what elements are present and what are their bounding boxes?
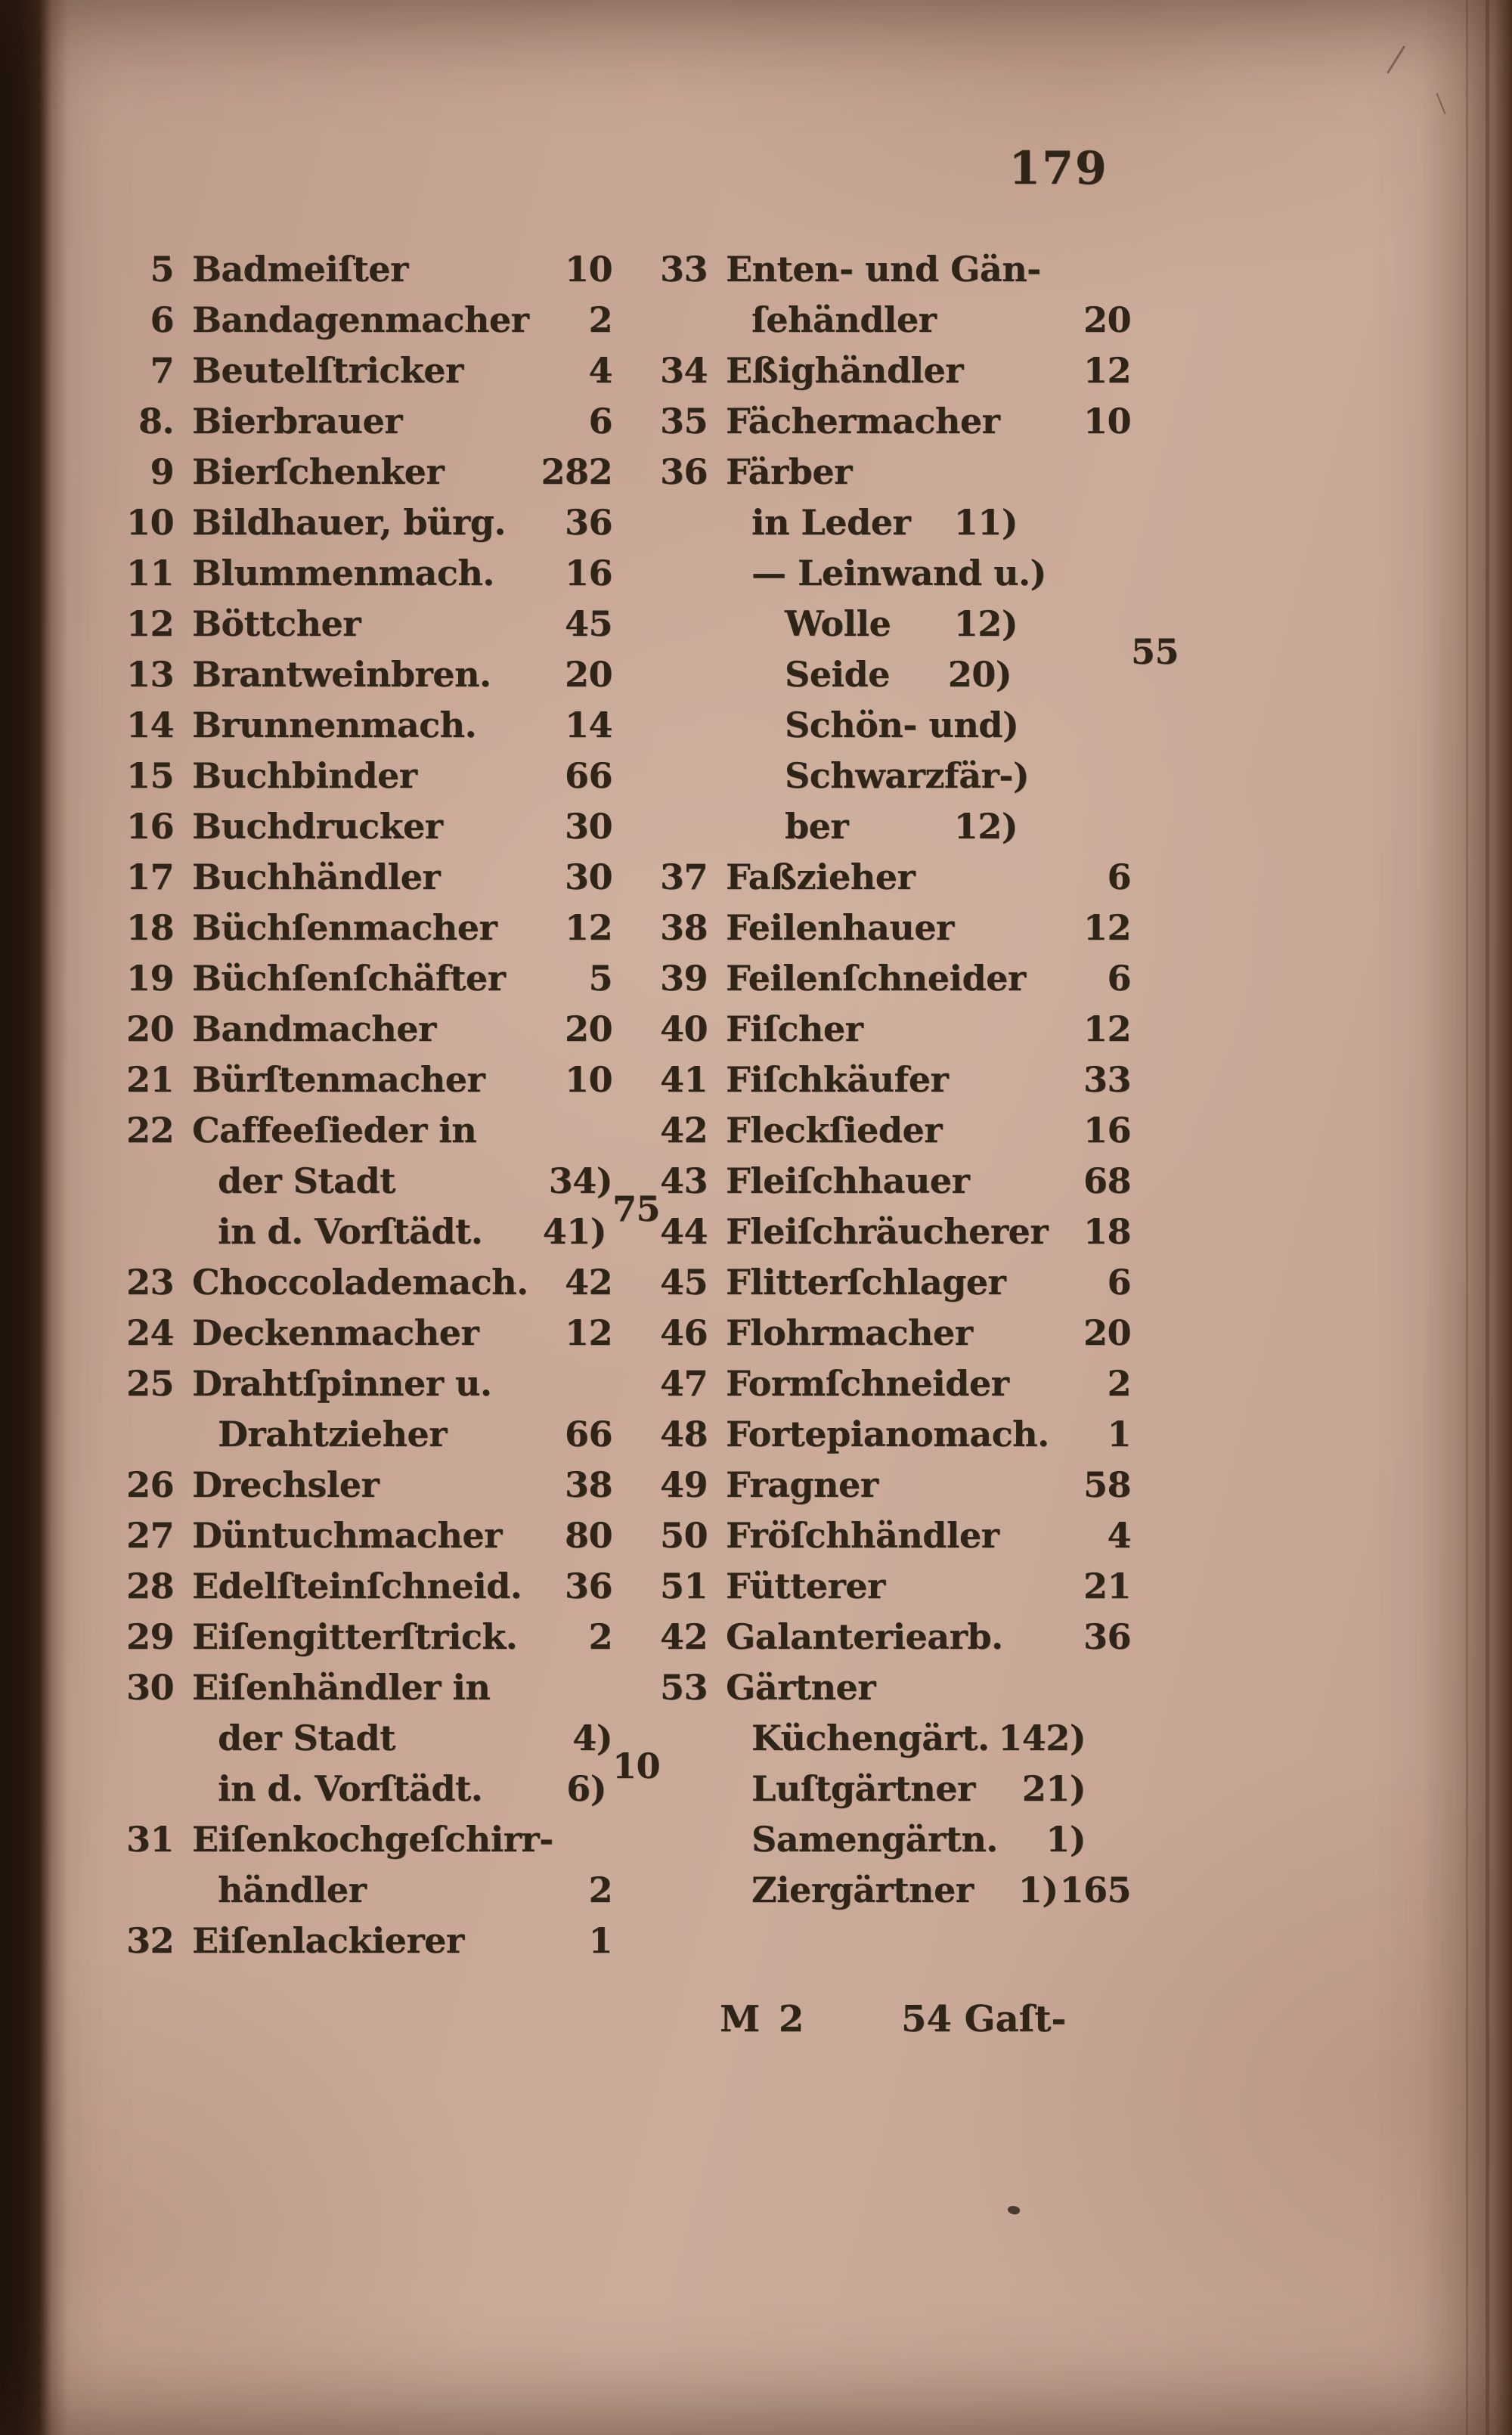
item-count: 21 (1083, 1566, 1131, 1606)
item-number: 42 (659, 1616, 708, 1657)
item-count: 10 (564, 1059, 612, 1100)
item-count: 6 (588, 401, 612, 441)
list-item (113, 1510, 612, 1561)
item-count: 20 (564, 654, 612, 695)
list-item (647, 751, 1131, 801)
list-item (113, 1004, 612, 1055)
item-count: 36 (564, 502, 612, 543)
item-label: Fiſcher (726, 1008, 863, 1049)
page-edge-line (1486, 0, 1489, 2435)
item-number: 45 (659, 1262, 708, 1303)
list-item (113, 599, 612, 649)
item-number: 11 (125, 553, 174, 593)
list-item (113, 1612, 612, 1662)
item-label: Deckenmacher (192, 1312, 479, 1353)
item-label: Eiſenhändler in (192, 1667, 491, 1708)
item-number: 46 (659, 1312, 708, 1353)
list-item (113, 852, 612, 903)
item-label: Drechsler (192, 1464, 380, 1505)
list-item (647, 345, 1131, 396)
item-count: ) (1030, 553, 1046, 593)
list-item (647, 244, 1131, 295)
item-count: 142) (998, 1718, 1086, 1758)
item-label: Brantweinbren. (192, 654, 491, 695)
list-item (647, 1156, 1131, 1207)
item-label: Bierſchenker (192, 451, 445, 492)
list-item (647, 1207, 1131, 1257)
item-label: Feilenſchneider (726, 958, 1026, 999)
list-item (113, 396, 612, 447)
item-number: 18 (125, 907, 174, 948)
item-label: in d. Vorſtädt. (218, 1211, 483, 1252)
item-label: Flohrmacher (726, 1312, 973, 1353)
item-count: 1 (588, 1920, 612, 1961)
item-label: Caffeeſieder in (192, 1110, 477, 1151)
item-number: 13 (125, 654, 174, 695)
item-count: 6 (1107, 1262, 1131, 1303)
list-item (647, 631, 1179, 700)
list-item (113, 447, 612, 497)
list-item (113, 1055, 612, 1105)
item-label: Küchengärt. (751, 1718, 990, 1758)
item-count: 34) (548, 1160, 612, 1201)
list-item (113, 1916, 612, 1966)
item-count: 36 (1083, 1616, 1131, 1657)
item-count: 12 (1083, 907, 1131, 948)
list-item (647, 1358, 1131, 1409)
group-sum: 165 (1059, 1870, 1131, 1910)
item-number: 31 (125, 1819, 174, 1860)
item-count: 14 (564, 705, 612, 745)
item-label: Fröſchhändler (726, 1515, 999, 1556)
item-count: 5 (588, 958, 612, 999)
item-label: Fleckſieder (726, 1110, 942, 1151)
item-label: Galanteriearb. (726, 1616, 1003, 1657)
item-label: Bierbrauer (192, 401, 403, 441)
item-number: 39 (659, 958, 708, 999)
list-item (647, 1409, 1131, 1460)
margin-scratch (1387, 45, 1405, 73)
item-label: der Stadt (218, 1718, 395, 1758)
item-count: 11) (953, 502, 1018, 543)
item-number: 48 (659, 1414, 708, 1454)
item-count: 1) (1018, 1870, 1058, 1910)
item-number: 35 (659, 401, 708, 441)
ink-speck (1007, 2204, 1021, 2216)
item-count: 20 (564, 1008, 612, 1049)
item-label: Wolle (785, 603, 891, 644)
list-item (113, 700, 612, 751)
list-item (113, 295, 612, 345)
item-number: 32 (125, 1920, 174, 1961)
item-count: 6 (1107, 857, 1131, 897)
item-label: händler (218, 1870, 367, 1910)
list-item (113, 244, 612, 295)
item-count: 12 (564, 907, 612, 948)
list-item (113, 903, 612, 953)
item-count: 20 (1083, 299, 1131, 340)
page-edge-line (1466, 0, 1468, 2435)
trade-list-right-column (647, 244, 1179, 1916)
item-label: Drahtſpinner u. (192, 1363, 492, 1404)
list-item (113, 1561, 612, 1612)
list-item (647, 1612, 1131, 1662)
item-number: 30 (125, 1667, 174, 1708)
item-count: ) (1002, 705, 1019, 745)
item-number: 7 (150, 350, 174, 391)
list-item (647, 1308, 1131, 1358)
item-label: Färber (726, 451, 852, 492)
list-item (647, 953, 1131, 1004)
list-item (113, 1713, 612, 1764)
item-label: Edelſteinſchneid. (192, 1566, 522, 1606)
list-item (113, 1409, 612, 1460)
item-label: der Stadt (218, 1160, 395, 1201)
list-item (113, 1814, 612, 1865)
item-count: 58 (1083, 1464, 1131, 1505)
item-label: Büchſenmacher (192, 907, 497, 948)
item-number: 19 (125, 958, 174, 999)
list-item (113, 1105, 612, 1156)
item-label: Fächermacher (726, 401, 1000, 441)
list-item (647, 1561, 1131, 1612)
list-item (113, 1358, 612, 1409)
item-label: — Leinwand u. (751, 553, 1030, 593)
page-footer (0, 1994, 1512, 2047)
item-number: 44 (659, 1211, 708, 1252)
item-count: 6) (566, 1768, 606, 1809)
item-label: ſehändler (751, 299, 937, 340)
item-number: 8. (138, 401, 174, 441)
catchword: 54 Gaſt- (901, 1998, 1067, 2040)
item-number: 33 (659, 249, 708, 290)
item-label: Eßighändler (726, 350, 963, 391)
item-number: 37 (659, 857, 708, 897)
item-label: Bandmacher (192, 1008, 436, 1049)
list-item (647, 447, 1131, 497)
list-item (647, 1713, 1131, 1764)
list-item (113, 1308, 612, 1358)
item-label: in Leder (751, 502, 911, 543)
list-item (647, 295, 1131, 345)
list-item (647, 903, 1131, 953)
item-number: 28 (125, 1566, 174, 1606)
item-count: 36 (564, 1566, 612, 1606)
item-count: 282 (541, 451, 612, 492)
group-sum: 55 (1131, 631, 1179, 672)
item-number: 26 (125, 1464, 174, 1505)
item-label: Luſtgärtner (751, 1768, 975, 1809)
item-label: Schön- und (785, 705, 1002, 745)
item-label: Buchbinder (192, 755, 417, 796)
group-sum: 10 (612, 1746, 661, 1786)
item-label: ber (785, 806, 849, 847)
item-label: Flitterſchlager (726, 1262, 1006, 1303)
item-label: Bandagenmacher (192, 299, 529, 340)
list-item (647, 1764, 1131, 1814)
list-item (113, 548, 612, 599)
item-count: 2 (588, 1616, 612, 1657)
item-count: 2 (1107, 1363, 1131, 1404)
item-count: 12 (1083, 350, 1131, 391)
list-item (647, 548, 1131, 599)
list-item (647, 852, 1131, 903)
item-count: 1 (1107, 1414, 1131, 1454)
list-item (113, 1460, 612, 1510)
item-count: 20) (947, 654, 1012, 695)
item-label: Ziergärtner (751, 1870, 974, 1910)
item-label: Fiſchkäufer (726, 1059, 949, 1100)
item-count: 66 (564, 1414, 612, 1454)
item-count: 33 (1083, 1059, 1131, 1100)
item-count: 16 (1083, 1110, 1131, 1151)
item-count: 68 (1083, 1160, 1131, 1201)
item-label: Formſchneider (726, 1363, 1009, 1404)
item-label: Gärtner (726, 1667, 876, 1708)
item-label: Badmeiſter (192, 249, 408, 290)
item-number: 22 (125, 1110, 174, 1151)
list-item (647, 497, 1131, 548)
item-count: 30 (564, 857, 612, 897)
item-number: 36 (659, 451, 708, 492)
item-count: 20 (1083, 1312, 1131, 1353)
item-number: 34 (659, 350, 708, 391)
item-count: 4) (572, 1718, 612, 1758)
item-label: Seide (785, 654, 890, 695)
item-label: Düntuchmacher (192, 1515, 502, 1556)
item-count: 45 (564, 603, 612, 644)
item-number: 47 (659, 1363, 708, 1404)
list-item (647, 1814, 1131, 1865)
item-number: 27 (125, 1515, 174, 1556)
list-item (647, 1662, 1131, 1713)
item-label: Fragner (726, 1464, 878, 1505)
item-label: Faßzieher (726, 857, 916, 897)
item-label: Choccolademach. (192, 1262, 528, 1303)
item-label: Fütterer (726, 1566, 885, 1606)
item-label: Beutelſtricker (192, 350, 463, 391)
item-count: 12 (1083, 1008, 1131, 1049)
group-sum: 75 (612, 1188, 661, 1229)
item-number: 40 (659, 1008, 708, 1049)
item-label: Buchhändler (192, 857, 441, 897)
list-item (647, 1105, 1131, 1156)
item-number: 42 (659, 1110, 708, 1151)
item-label: Fortepianomach. (726, 1414, 1049, 1454)
list-item (113, 1156, 612, 1207)
item-number: 51 (659, 1566, 708, 1606)
item-count: 6 (1107, 958, 1131, 999)
item-label: Brunnenmach. (192, 705, 477, 745)
item-label: Samengärtn. (751, 1819, 998, 1860)
item-count: ) (1012, 755, 1030, 796)
item-label: Eiſenkochgeſchirr- (192, 1819, 553, 1860)
list-item (647, 700, 1131, 751)
item-count: 66 (564, 755, 612, 796)
item-number: 14 (125, 705, 174, 745)
list-item (647, 1460, 1131, 1510)
item-count: 12) (953, 806, 1018, 847)
item-count: 12) (953, 603, 1018, 644)
item-label: Drahtzieher (218, 1414, 447, 1454)
item-number: 15 (125, 755, 174, 796)
item-count: 12 (564, 1312, 612, 1353)
item-count: 80 (564, 1515, 612, 1556)
item-number: 6 (150, 299, 174, 340)
list-item (113, 345, 612, 396)
item-count: 42 (564, 1262, 612, 1303)
margin-scratch (1436, 93, 1445, 115)
item-label: Bürſtenmacher (192, 1059, 485, 1100)
item-count: 2 (588, 1870, 612, 1910)
list-item (647, 1055, 1131, 1105)
trade-list-left-column (113, 244, 661, 1966)
item-label: Enten- und Gän- (726, 249, 1041, 290)
item-number: 9 (150, 451, 174, 492)
item-number: 29 (125, 1616, 174, 1657)
item-number: 38 (659, 907, 708, 948)
item-label: Eiſenlackierer (192, 1920, 464, 1961)
item-label: Bildhauer, bürg. (192, 502, 506, 543)
item-count: 10 (564, 249, 612, 290)
item-number: 50 (659, 1515, 708, 1556)
item-number: 41 (659, 1059, 708, 1100)
item-number: 16 (125, 806, 174, 847)
list-item (113, 1257, 612, 1308)
item-label: Buchdrucker (192, 806, 443, 847)
item-count: 21) (1021, 1768, 1086, 1809)
list-item (647, 396, 1131, 447)
item-label: Eiſengitterſtrick. (192, 1616, 518, 1657)
item-label: Schwarzfär- (785, 755, 1013, 796)
item-number: 21 (125, 1059, 174, 1100)
list-item (113, 1865, 612, 1916)
item-count: 4 (1107, 1515, 1131, 1556)
item-label: Böttcher (192, 603, 361, 644)
list-item (113, 1188, 661, 1257)
item-number: 17 (125, 857, 174, 897)
list-item (113, 497, 612, 548)
list-item (647, 1257, 1131, 1308)
item-label: Fleiſchhauer (726, 1160, 970, 1201)
list-item (647, 801, 1131, 852)
page-number: 179 (1009, 142, 1108, 195)
item-number: 43 (659, 1160, 708, 1201)
item-number: 12 (125, 603, 174, 644)
list-item (113, 1746, 661, 1814)
list-item (647, 1004, 1131, 1055)
list-item (113, 751, 612, 801)
list-item (113, 649, 612, 700)
item-label: in d. Vorſtädt. (218, 1768, 483, 1809)
item-number: 10 (125, 502, 174, 543)
list-item (113, 953, 612, 1004)
item-label: Büchſenſchäfter (192, 958, 506, 999)
item-number: 20 (125, 1008, 174, 1049)
item-count: 10 (1083, 401, 1131, 441)
list-item (113, 1662, 612, 1713)
item-label: Fleiſchräucherer (726, 1211, 1049, 1252)
item-count: 18 (1083, 1211, 1131, 1252)
item-number: 49 (659, 1464, 708, 1505)
item-number: 24 (125, 1312, 174, 1353)
list-item (647, 599, 1131, 649)
item-count: 16 (564, 553, 612, 593)
signature-mark: M 2 (720, 1998, 807, 2040)
item-count: 38 (564, 1464, 612, 1505)
item-number: 23 (125, 1262, 174, 1303)
item-count: 1) (1046, 1819, 1086, 1860)
item-count: 2 (588, 299, 612, 340)
item-number: 5 (150, 249, 174, 290)
item-label: Blummenmach. (192, 553, 494, 593)
item-count: 30 (564, 806, 612, 847)
item-number: 25 (125, 1363, 174, 1404)
item-number: 53 (659, 1667, 708, 1708)
list-item (647, 1510, 1131, 1561)
binding-edge (0, 0, 68, 2435)
item-count: 41) (542, 1211, 606, 1252)
item-count: 4 (588, 350, 612, 391)
item-label: Feilenhauer (726, 907, 954, 948)
list-item (647, 1865, 1131, 1916)
list-item (113, 801, 612, 852)
